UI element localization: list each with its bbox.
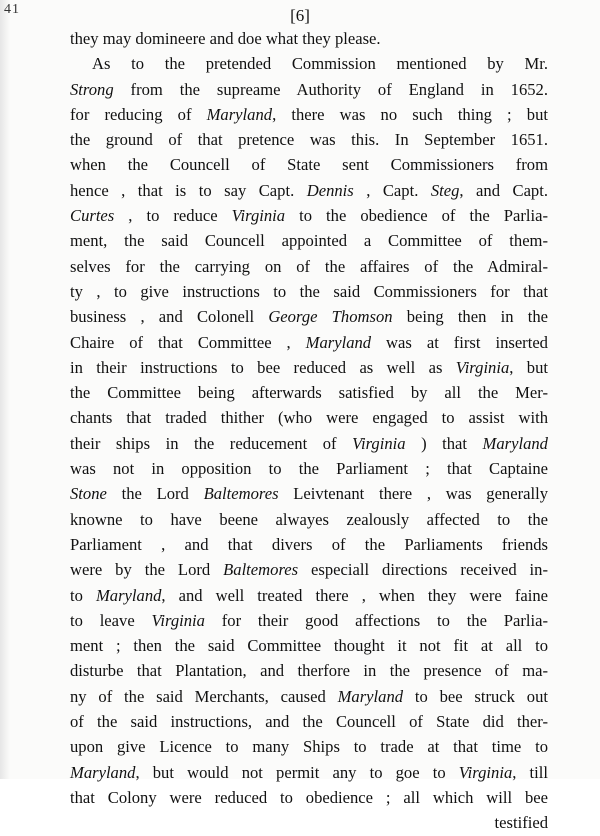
text-line — [70, 279, 548, 304]
text-fragment: testified — [494, 813, 548, 833]
text-fragment: when the Councell of State sent Commissioners from — [70, 155, 548, 175]
italic-name: Maryland — [95, 585, 162, 605]
text-fragment: was not in opposition to the Parliament ; that Captaine — [70, 459, 548, 479]
text-fragment: their ships in the reducement of — [70, 433, 353, 453]
text-line — [70, 51, 548, 76]
text-line — [70, 254, 548, 279]
text-fragment: to leave — [70, 610, 152, 630]
italic-name: George Thomson — [268, 307, 393, 327]
text-fragment: they may domineere and doe what they please. — [70, 29, 381, 48]
italic-name: Stone — [70, 484, 107, 504]
text-fragment: disturbe that Plantation, and therfore in the presence of ma- — [70, 661, 548, 681]
text-line — [70, 102, 548, 127]
text-fragment: ny of the said Merchants, caused — [70, 686, 338, 706]
text-line — [70, 152, 548, 177]
text-line — [70, 507, 548, 532]
italic-name: Strong — [70, 79, 114, 99]
text-line — [70, 532, 548, 557]
text-fragment: for reducing of — [70, 104, 207, 124]
text-line — [70, 178, 548, 203]
italic-name: Baltemores — [203, 484, 279, 504]
text-fragment: ment ; then the said Committee thought it not fit at all to — [70, 636, 548, 656]
italic-name: Virginia — [455, 357, 510, 377]
corner-mark: 41 — [4, 2, 20, 17]
italic-name: Virginia — [231, 206, 286, 226]
text-fragment: to the obedience of the Parlia- — [285, 206, 548, 226]
body-text — [70, 26, 548, 836]
text-fragment: Leivtenant there , was generally — [278, 484, 548, 504]
text-fragment: the Lord — [106, 484, 204, 504]
text-fragment: , and Capt. — [459, 180, 548, 200]
text-fragment: Parliament , and that divers of the Parliaments friends — [70, 534, 548, 554]
text-line — [70, 734, 548, 759]
text-fragment: knowne to have beene alwayes zealously affected to the — [70, 509, 548, 529]
text-fragment: , but — [509, 357, 548, 377]
text-line — [70, 127, 548, 152]
binding-shadow — [0, 0, 10, 779]
italic-name: Maryland — [305, 332, 372, 352]
text-line — [70, 810, 548, 835]
text-line — [70, 557, 548, 582]
text-line — [70, 481, 548, 506]
italic-name: Virginia — [151, 610, 205, 630]
text-line — [70, 203, 548, 228]
text-fragment: , and well treated there , when they were faine — [161, 585, 548, 605]
text-fragment: chants that traded thither (who were engaged to assist with — [70, 408, 548, 428]
text-fragment: especiall directions received in- — [298, 560, 548, 580]
text-line — [70, 431, 548, 456]
text-fragment: the Committee being afterwards satisfied by all the Mer- — [70, 383, 548, 403]
italic-name: Virginia — [458, 762, 513, 782]
text-fragment: were by the Lord — [70, 560, 224, 580]
italic-name: Maryland — [337, 686, 404, 706]
text-line — [70, 26, 548, 51]
text-line — [70, 304, 548, 329]
text-fragment: from the supreame Authority of England in 1652. — [113, 79, 548, 99]
text-fragment: to bee struck out — [403, 686, 548, 706]
text-fragment: that Colony were reduced to obedience ; all which will bee — [70, 787, 548, 807]
italic-name: Baltemores — [223, 560, 299, 580]
text-fragment: , Capt. — [353, 180, 431, 200]
text-fragment: the ground of that pretence was this. In September 1651. — [70, 130, 548, 150]
italic-name: Dennis — [306, 180, 354, 200]
page-number: [6] — [290, 6, 310, 25]
text-fragment: , till — [512, 762, 548, 782]
text-fragment: to — [70, 585, 96, 605]
text-fragment: As to the pretended Commission mentioned by Mr. — [92, 54, 548, 74]
text-fragment: business , and Colonell — [70, 307, 269, 327]
text-line — [70, 228, 548, 253]
text-fragment: hence , that is to say Capt. — [70, 180, 307, 200]
text-line — [70, 380, 548, 405]
text-fragment: in their instructions to bee reduced as well as — [70, 357, 456, 377]
text-fragment: for their good affections to the Parlia- — [204, 610, 548, 630]
text-line — [70, 760, 548, 785]
text-line — [70, 456, 548, 481]
italic-name: Maryland — [482, 433, 548, 453]
text-fragment: upon give Licence to many Ships to trade at that time to — [70, 737, 548, 757]
italic-name: Maryland — [70, 762, 136, 782]
text-line — [70, 658, 548, 683]
text-fragment: ) that — [405, 433, 483, 453]
text-fragment: ty , to give instructions to the said Commissioners for that — [70, 281, 548, 301]
text-fragment: being then in the — [392, 307, 548, 327]
text-fragment: ment, the said Councell appointed a Committee of them- — [70, 231, 548, 251]
text-line — [70, 684, 548, 709]
text-fragment: , but would not permit any to goe to — [135, 762, 459, 782]
text-line — [70, 77, 548, 102]
text-fragment: of the said instructions, and the Councell of State did ther- — [70, 712, 548, 732]
text-line — [70, 709, 548, 734]
italic-name: Virginia — [352, 433, 406, 453]
italic-name: Steg — [430, 180, 460, 200]
text-line — [70, 633, 548, 658]
italic-name: Maryland — [206, 104, 273, 124]
text-fragment: was at first inserted — [371, 332, 548, 352]
text-line — [70, 405, 548, 430]
text-fragment: Chaire of that Committee , — [70, 332, 306, 352]
text-line — [70, 608, 548, 633]
text-line — [70, 330, 548, 355]
text-line — [70, 785, 548, 810]
text-fragment: , to reduce — [114, 206, 232, 226]
italic-name: Curtes — [70, 206, 115, 226]
text-line — [70, 583, 548, 608]
text-fragment: selves for the carrying on of the affaires of the Admiral- — [70, 256, 548, 276]
text-line — [70, 355, 548, 380]
text-fragment: , there was no such thing ; but — [272, 104, 549, 124]
